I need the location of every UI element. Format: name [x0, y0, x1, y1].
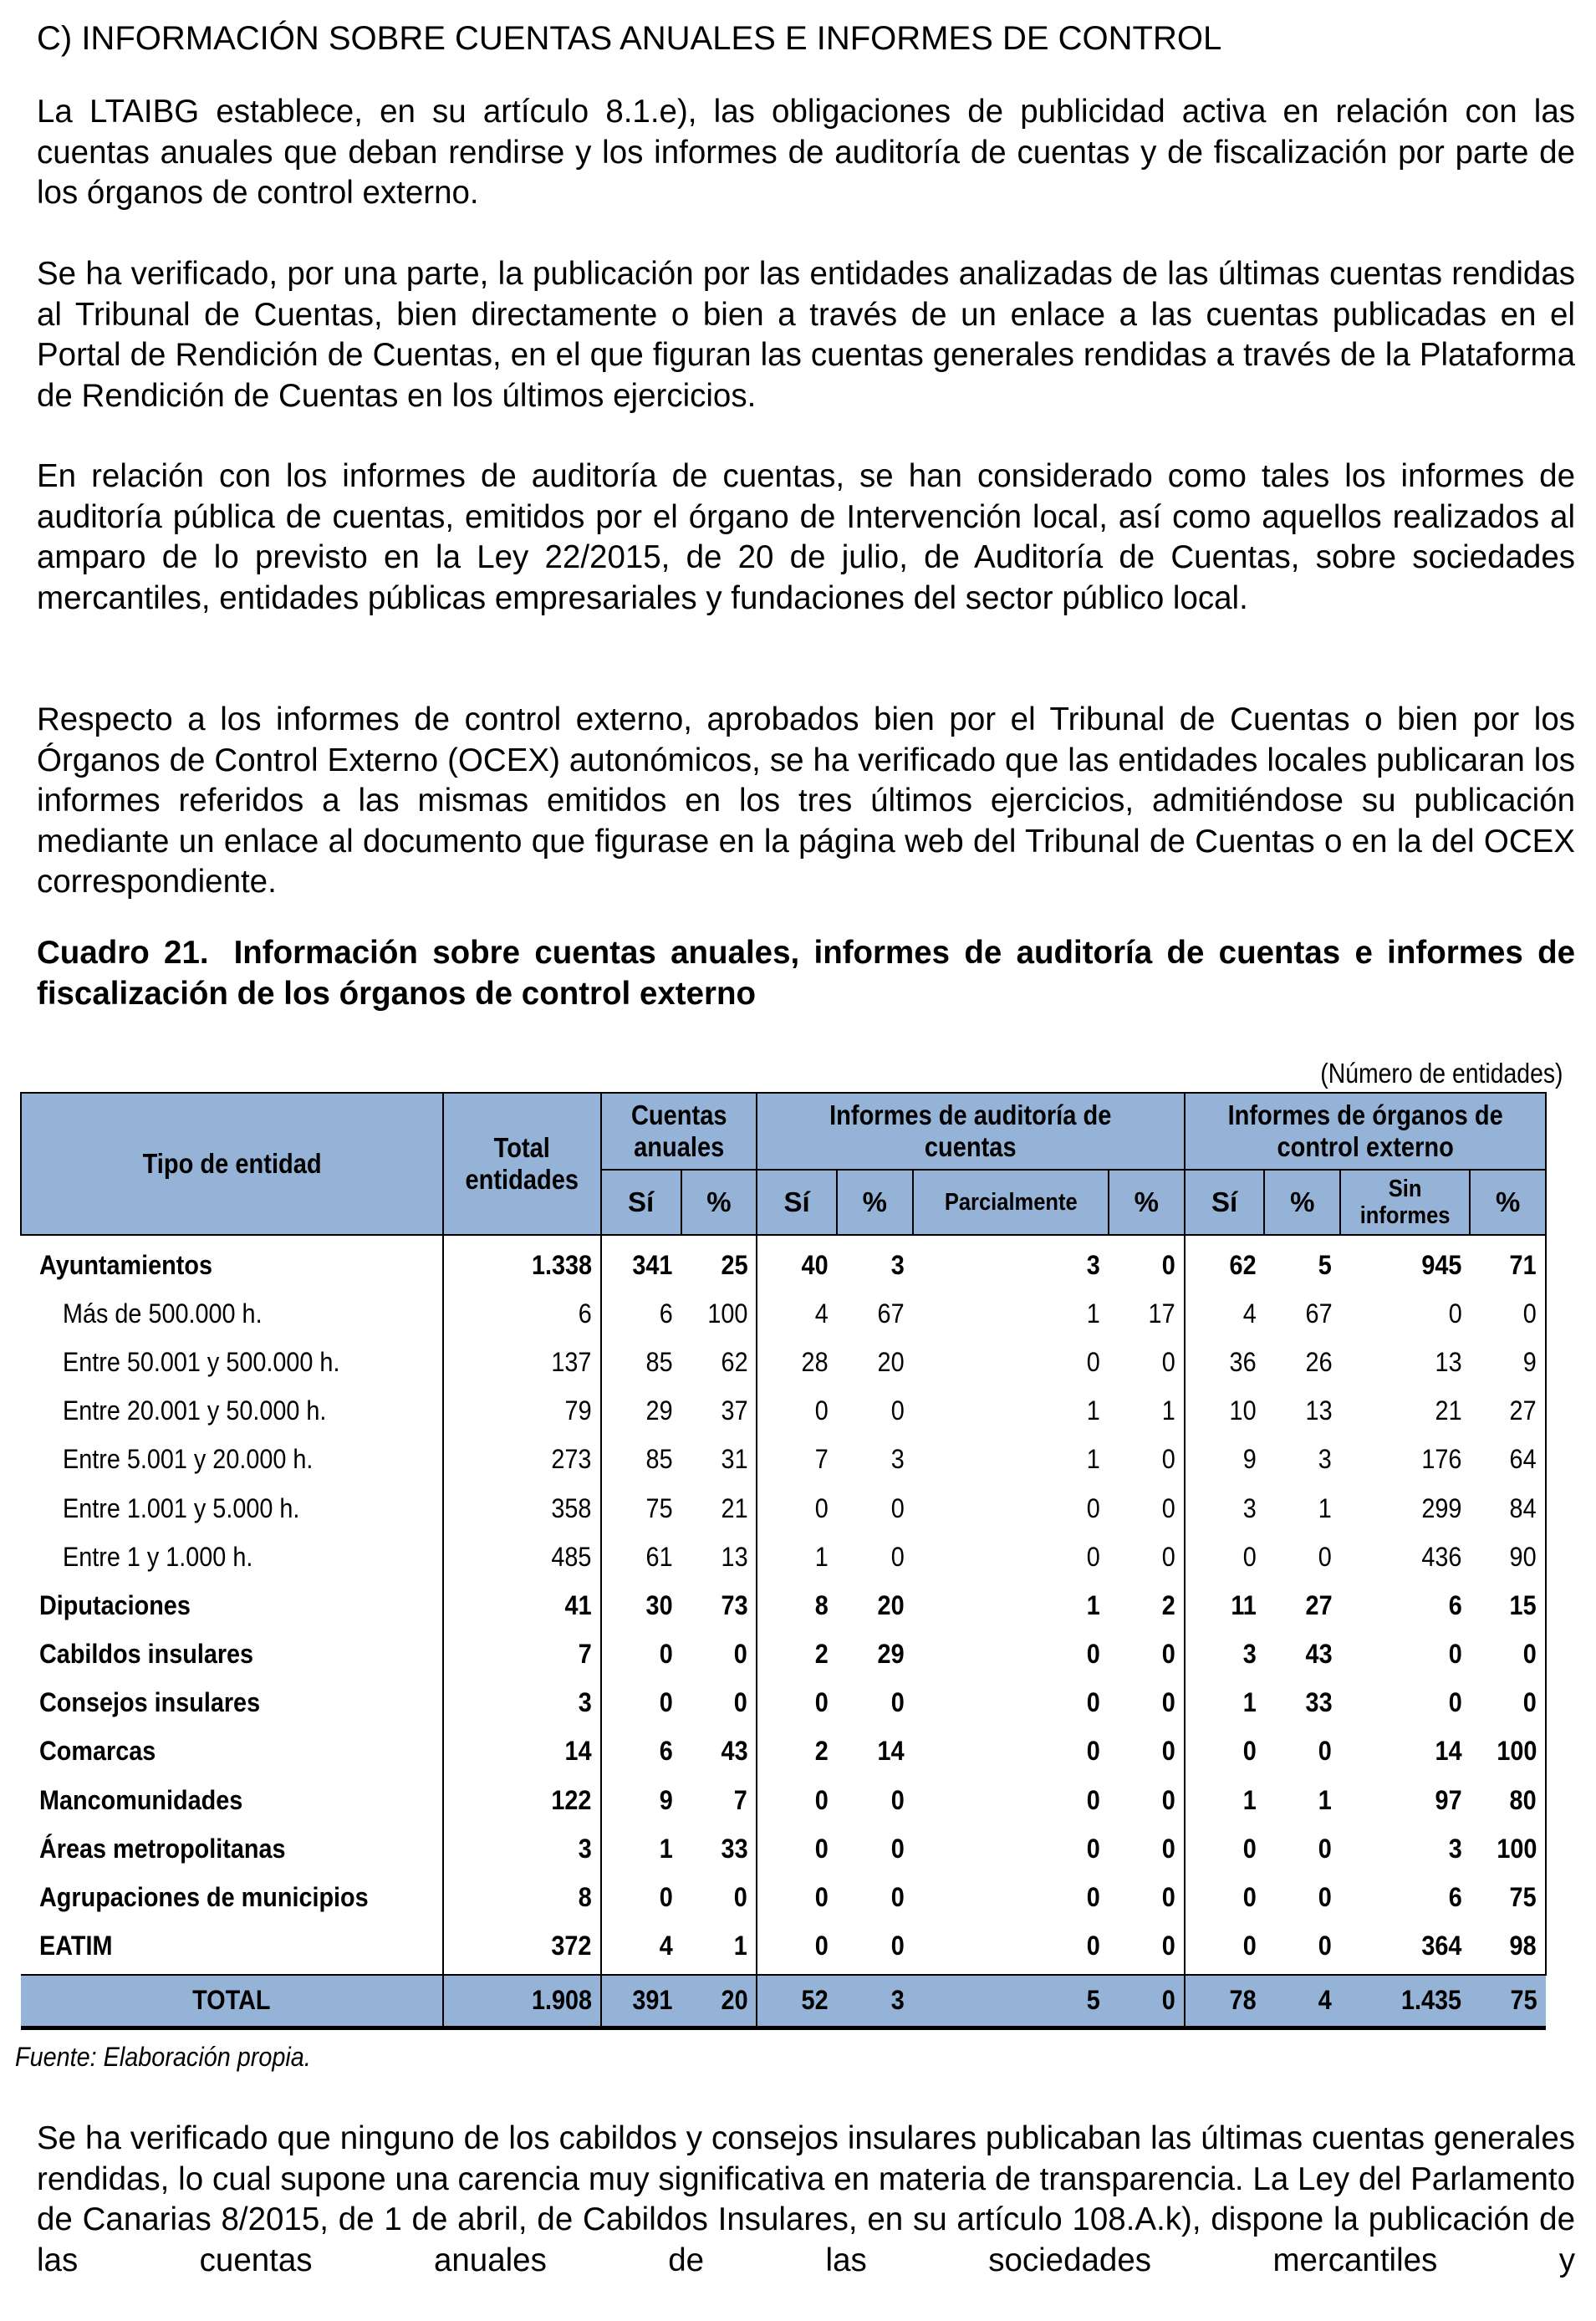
table-cell: 6	[601, 1727, 681, 1776]
table-cell: 0	[1470, 1630, 1546, 1679]
table-cell: 17	[1148, 1298, 1175, 1329]
table-cell: 2	[757, 1727, 837, 1776]
table-cell: 137	[443, 1338, 601, 1386]
table-cell: 0	[1161, 1444, 1175, 1475]
table-cell: 0	[601, 1873, 681, 1921]
table-cell: 1	[1318, 1492, 1333, 1523]
table-row	[21, 1533, 1546, 1581]
table-cell: 0	[1087, 1492, 1101, 1523]
table-cell: 0	[757, 1824, 837, 1873]
table-cell: 43	[721, 1736, 748, 1767]
table-cell: 0	[890, 1833, 905, 1864]
table-cell: 5	[1318, 1249, 1333, 1280]
paragraph-cabildos: Se ha verificado que ninguno de los cabildos y consejos insulares publicaban las últimas cuentas generales rendidas, lo cual supone una carencia muy significativa en materia de transparencia. La Ley del Parlamento de Canarias 8/2015, de 1 de abril, de Cabildos Insulares, en su artículo 108.A.k), dispone la publicación de las cuentas anuales de las sociedades mercantiles y	[37, 2120, 1575, 2278]
table-row	[21, 1922, 1546, 1975]
table-cell: 0	[1161, 1833, 1175, 1864]
table-cell: 0	[1161, 1639, 1175, 1670]
table-cell: 0	[1087, 1541, 1101, 1572]
table-cell: 0	[1185, 1727, 1265, 1776]
table-cell: 43	[1305, 1639, 1333, 1670]
table-cell: 0	[1161, 1492, 1175, 1523]
table-cell: 84	[1470, 1484, 1546, 1533]
table-cell: 0	[757, 1387, 837, 1436]
table-cell: 6	[443, 1289, 601, 1338]
table-cell: 20	[877, 1346, 905, 1377]
table-cell: 0	[1318, 1736, 1333, 1767]
table-units-note: (Número de entidades)	[1320, 1058, 1563, 1089]
table-cell: 27	[1470, 1387, 1546, 1436]
table-row	[21, 1679, 1546, 1727]
table-cell: 391	[601, 1975, 681, 2028]
table-cell: 0	[1087, 1346, 1101, 1377]
row-label: Más de 500.000 h.	[63, 1298, 263, 1329]
table-cell: 0	[1109, 1975, 1185, 2028]
table-cell: 61	[601, 1533, 681, 1581]
row-label: EATIM	[39, 1931, 113, 1961]
table-cell: 0	[757, 1484, 837, 1533]
table-cell: 1	[1087, 1298, 1101, 1329]
row-label: Agrupaciones de municipios	[39, 1882, 369, 1913]
table-cell: 9	[1470, 1338, 1546, 1386]
row-label: Ayuntamientos	[39, 1249, 212, 1280]
table-cell: 3	[443, 1679, 601, 1727]
table-cell: 85	[601, 1338, 681, 1386]
table-cell: 41	[443, 1581, 601, 1630]
table-cell: 1	[1185, 1776, 1265, 1824]
table-cell: 21	[721, 1492, 748, 1523]
table-row	[21, 1436, 1546, 1484]
table-caption-text: Información sobre cuentas anuales, informes de auditoría de cuentas e informes de fiscalización de los órganos de control externo	[37, 935, 1575, 1012]
table-cell: 0	[1448, 1687, 1462, 1718]
table-cell: 14	[443, 1727, 601, 1776]
row-label: Entre 1 y 1.000 h.	[63, 1541, 253, 1572]
header-cuentas-pct: %	[681, 1170, 757, 1235]
table-cell: 97	[1435, 1784, 1462, 1815]
table-cell: 78	[1185, 1975, 1265, 2028]
table-total-row	[21, 1975, 1546, 2028]
row-label: Entre 5.001 y 20.000 h.	[63, 1444, 314, 1475]
table-cell: 80	[1470, 1776, 1546, 1824]
table-cell: 30	[601, 1581, 681, 1630]
table-cell: 4	[1185, 1289, 1265, 1338]
table-cell: 3	[1318, 1444, 1333, 1475]
row-label: Diputaciones	[39, 1589, 191, 1620]
table-cell: 0	[1318, 1541, 1333, 1572]
table-cell: 64	[1470, 1436, 1546, 1484]
table-cell: 0	[890, 1687, 905, 1718]
table-row	[21, 1776, 1546, 1824]
table-cell: 27	[1305, 1589, 1333, 1620]
row-label: Cabildos insulares	[39, 1639, 254, 1670]
table-cell: 10	[1185, 1387, 1265, 1436]
header-tipo-entidad: Tipo de entidad	[21, 1093, 443, 1235]
table-cell: 7	[734, 1784, 748, 1815]
table-cell: 28	[757, 1338, 837, 1386]
table-cell: 25	[721, 1249, 748, 1280]
table-cell: 75	[601, 1484, 681, 1533]
table-cell: 0	[601, 1630, 681, 1679]
table-cell: 0	[890, 1395, 905, 1426]
header-auditoria-parcial-pct: %	[1109, 1170, 1185, 1235]
table-cell: 0	[757, 1873, 837, 1921]
paragraph-cuentas-rendidas: Se ha verificado, por una parte, la publicación por las entidades analizadas de las últimas cuentas rendidas al Tribunal de Cuentas, bien directamente o bien a través de un enlace a las cuentas publicadas en el Portal de Rendición de Cuentas, en el que figuran las cuentas generales rendidas a través de la Plataforma de Rendición de Cuentas en los últimos ejercicios.	[37, 256, 1575, 414]
table-row	[21, 1873, 1546, 1921]
table-cell: 0	[757, 1679, 837, 1727]
table-cell: 0	[1087, 1784, 1101, 1815]
table-cell: 1.435	[1340, 1975, 1470, 2028]
table-cell: 0	[1185, 1922, 1265, 1975]
table-row	[21, 1289, 1546, 1338]
table-cell: 5	[913, 1975, 1109, 2028]
table-cell: 0	[1087, 1639, 1101, 1670]
table-cell: 26	[1305, 1346, 1333, 1377]
row-label: TOTAL	[21, 1975, 443, 2028]
table-cell: 79	[443, 1387, 601, 1436]
table-cell: 100	[1470, 1824, 1546, 1873]
table-cell: 7	[757, 1436, 837, 1484]
table-cell: 0	[1161, 1541, 1175, 1572]
table-cell: 1	[757, 1533, 837, 1581]
table-cell: 0	[601, 1679, 681, 1727]
table-cell: 945	[1421, 1249, 1462, 1280]
header-control-pct: %	[1264, 1170, 1340, 1235]
table-cell: 8	[443, 1873, 601, 1921]
table-caption	[37, 933, 1575, 1014]
table-cell: 0	[1185, 1824, 1265, 1873]
table-cell: 3	[837, 1975, 913, 2028]
table-cell: 62	[1185, 1235, 1265, 1289]
table-cell: 100	[707, 1298, 748, 1329]
table-cell: 122	[443, 1776, 601, 1824]
table-cell: 0	[890, 1784, 905, 1815]
table-cell: 3	[1448, 1833, 1462, 1864]
table-cell: 2	[757, 1630, 837, 1679]
table-cell: 8	[757, 1581, 837, 1630]
table-cell: 0	[1448, 1639, 1462, 1670]
table-cell: 29	[877, 1639, 905, 1670]
table-cell: 1	[1087, 1444, 1101, 1475]
table-cell: 1	[1185, 1679, 1265, 1727]
table-source: Fuente: Elaboración propia.	[15, 2042, 311, 2072]
table-cell: 100	[1470, 1727, 1546, 1776]
table-cell: 1	[1087, 1589, 1101, 1620]
row-label: Comarcas	[39, 1736, 156, 1767]
paragraph-control-externo: Respecto a los informes de control externo, aprobados bien por el Tribunal de Cuentas o bien por los Órganos de Control Externo (OCEX) autonómicos, se ha verificado que las entidades locales publicaran los informes referidos a las mismas emitidos en los tres últimos ejercicios, admitiéndose su publicación mediante un enlace al documento que figurase en la página web del Tribunal de Cuentas o en la del OCEX correspondiente.	[37, 701, 1575, 900]
table-cell: 1	[1318, 1784, 1333, 1815]
table-cell: 9	[601, 1776, 681, 1824]
table-cell: 14	[1435, 1736, 1462, 1767]
table-cell: 372	[443, 1922, 601, 1975]
section-heading: C) INFORMACIÓN SOBRE CUENTAS ANUALES E INFORMES DE CONTROL	[37, 20, 1222, 57]
header-cuentas-anuales: Cuentas anuales	[601, 1093, 757, 1170]
table-cell: 0	[1318, 1882, 1333, 1913]
table-cell: 0	[1470, 1289, 1546, 1338]
table-cell: 0	[757, 1922, 837, 1975]
header-auditoria-parcialmente: Parcialmente	[913, 1170, 1109, 1235]
table-cell: 13	[1305, 1395, 1333, 1426]
row-label: Mancomunidades	[39, 1784, 243, 1815]
table-cell: 9	[1185, 1436, 1265, 1484]
table-cell: 0	[734, 1639, 748, 1670]
table-cell: 1	[1087, 1395, 1101, 1426]
table-cell: 0	[1185, 1533, 1265, 1581]
table-cell: 299	[1421, 1492, 1462, 1523]
table-cell: 13	[1435, 1346, 1462, 1377]
table-cell: 0	[734, 1687, 748, 1718]
table-cell: 20	[877, 1589, 905, 1620]
table-cell: 4	[757, 1289, 837, 1338]
table-cell: 0	[1161, 1931, 1175, 1961]
table-row	[21, 1727, 1546, 1776]
table-cell: 73	[721, 1589, 748, 1620]
table-cell: 0	[1161, 1249, 1175, 1280]
table-cell: 0	[1470, 1679, 1546, 1727]
table-cell: 85	[601, 1436, 681, 1484]
table-cell: 33	[721, 1833, 748, 1864]
table-cell: 0	[1087, 1687, 1101, 1718]
table-row	[21, 1235, 1546, 1289]
table-cell: 0	[1161, 1736, 1175, 1767]
table-cell: 1	[734, 1931, 748, 1961]
data-table	[20, 1092, 1547, 2030]
table-cell: 67	[1305, 1298, 1333, 1329]
header-total-entidades: Total entidades	[443, 1093, 601, 1235]
table-cell: 0	[890, 1882, 905, 1913]
table-cell: 1	[601, 1824, 681, 1873]
table-cell: 0	[1448, 1298, 1462, 1329]
table-row	[21, 1338, 1546, 1386]
table-cell: 358	[443, 1484, 601, 1533]
table-cell: 3	[1087, 1249, 1101, 1280]
table-cell: 21	[1435, 1395, 1462, 1426]
table-cell: 1.908	[443, 1975, 601, 2028]
table-cell: 62	[721, 1346, 748, 1377]
table-cell: 29	[601, 1387, 681, 1436]
header-auditoria-pct: %	[837, 1170, 913, 1235]
table-caption-label: Cuadro 21.	[37, 935, 209, 971]
table-cell: 7	[443, 1630, 601, 1679]
table-cell: 6	[601, 1289, 681, 1338]
paragraph-ltaibg: La LTAIBG establece, en su artículo 8.1.e), las obligaciones de publicidad activa en relación con las cuentas anuales que deban rendirse y los informes de auditoría de cuentas y de fiscalización por parte de los órganos de control externo.	[37, 94, 1575, 211]
table-cell: 36	[1185, 1338, 1265, 1386]
table-cuadro-21	[20, 1092, 1547, 2030]
table-cell: 0	[1318, 1833, 1333, 1864]
table-cell: 52	[757, 1975, 837, 2028]
header-informes-auditoria: Informes de auditoría de cuentas	[757, 1093, 1184, 1170]
table-row	[21, 1824, 1546, 1873]
table-row	[21, 1387, 1546, 1436]
table-cell: 4	[601, 1922, 681, 1975]
header-informes-control: Informes de órganos de control externo	[1185, 1093, 1546, 1170]
row-label: Consejos insulares	[39, 1687, 261, 1718]
table-cell: 3	[890, 1249, 905, 1280]
row-label: Áreas metropolitanas	[39, 1833, 286, 1864]
header-control-sin-informes: Sin informes	[1340, 1170, 1470, 1235]
header-cuentas-si: Sí	[601, 1170, 681, 1235]
table-row	[21, 1581, 1546, 1630]
table-cell: 0	[1161, 1687, 1175, 1718]
table-cell: 0	[1087, 1882, 1101, 1913]
table-cell: 0	[890, 1931, 905, 1961]
row-label: Entre 1.001 y 5.000 h.	[63, 1492, 300, 1523]
table-cell: 0	[757, 1776, 837, 1824]
table-cell: 90	[1470, 1533, 1546, 1581]
table-cell: 0	[1185, 1873, 1265, 1921]
table-cell: 1	[1161, 1395, 1175, 1426]
table-cell: 4	[1264, 1975, 1340, 2028]
table-cell: 0	[890, 1541, 905, 1572]
table-cell: 3	[1185, 1484, 1265, 1533]
table-cell: 6	[1448, 1882, 1462, 1913]
table-cell: 0	[1161, 1882, 1175, 1913]
table-cell: 20	[681, 1975, 757, 2028]
row-label: Entre 50.001 y 500.000 h.	[63, 1346, 340, 1377]
table-cell: 2	[1161, 1589, 1175, 1620]
table-cell: 3	[1185, 1630, 1265, 1679]
table-cell: 436	[1421, 1541, 1462, 1572]
header-control-si: Sí	[1185, 1170, 1265, 1235]
table-cell: 364	[1421, 1931, 1462, 1961]
table-cell: 67	[877, 1298, 905, 1329]
table-cell: 0	[734, 1882, 748, 1913]
table-cell: 75	[1470, 1873, 1546, 1921]
table-cell: 0	[890, 1492, 905, 1523]
header-control-sin-pct: %	[1470, 1170, 1546, 1235]
row-label: Entre 20.001 y 50.000 h.	[63, 1395, 327, 1426]
table-cell: 3	[890, 1444, 905, 1475]
table-cell: 0	[1161, 1784, 1175, 1815]
table-cell: 98	[1470, 1922, 1546, 1975]
table-row	[21, 1630, 1546, 1679]
table-cell: 341	[601, 1235, 681, 1289]
table-body	[21, 1235, 1546, 1975]
table-cell: 71	[1470, 1235, 1546, 1289]
table-cell: 176	[1421, 1444, 1462, 1475]
header-auditoria-si: Sí	[757, 1170, 837, 1235]
table-cell: 3	[443, 1824, 601, 1873]
table-cell: 40	[757, 1235, 837, 1289]
table-cell: 0	[1087, 1736, 1101, 1767]
table-cell: 37	[721, 1395, 748, 1426]
table-cell: 0	[1318, 1931, 1333, 1961]
table-cell: 273	[443, 1436, 601, 1484]
table-cell: 13	[721, 1541, 748, 1572]
table-cell: 14	[877, 1736, 905, 1767]
table-cell: 15	[1470, 1581, 1546, 1630]
table-cell: 33	[1305, 1687, 1333, 1718]
table-cell: 0	[1087, 1931, 1101, 1961]
paragraph-informes-auditoria: En relación con los informes de auditoría de cuentas, se han considerado como tales los informes de auditoría pública de cuentas, emitidos por el órgano de Intervención local, así como aquellos realizados al amparo de lo previsto en la Ley 22/2015, de 20 de julio, de Auditoría de Cuentas, sobre sociedades mercantiles, entidades públicas empresariales y fundaciones del sector público local.	[37, 458, 1575, 616]
table-cell: 1.338	[443, 1235, 601, 1289]
table-cell: 31	[721, 1444, 748, 1475]
table-cell: 11	[1185, 1581, 1265, 1630]
table-cell: 6	[1448, 1589, 1462, 1620]
table-cell: 0	[1087, 1833, 1101, 1864]
table-cell: 75	[1470, 1975, 1546, 2028]
table-row	[21, 1484, 1546, 1533]
table-cell: 0	[1161, 1346, 1175, 1377]
table-cell: 485	[443, 1533, 601, 1581]
